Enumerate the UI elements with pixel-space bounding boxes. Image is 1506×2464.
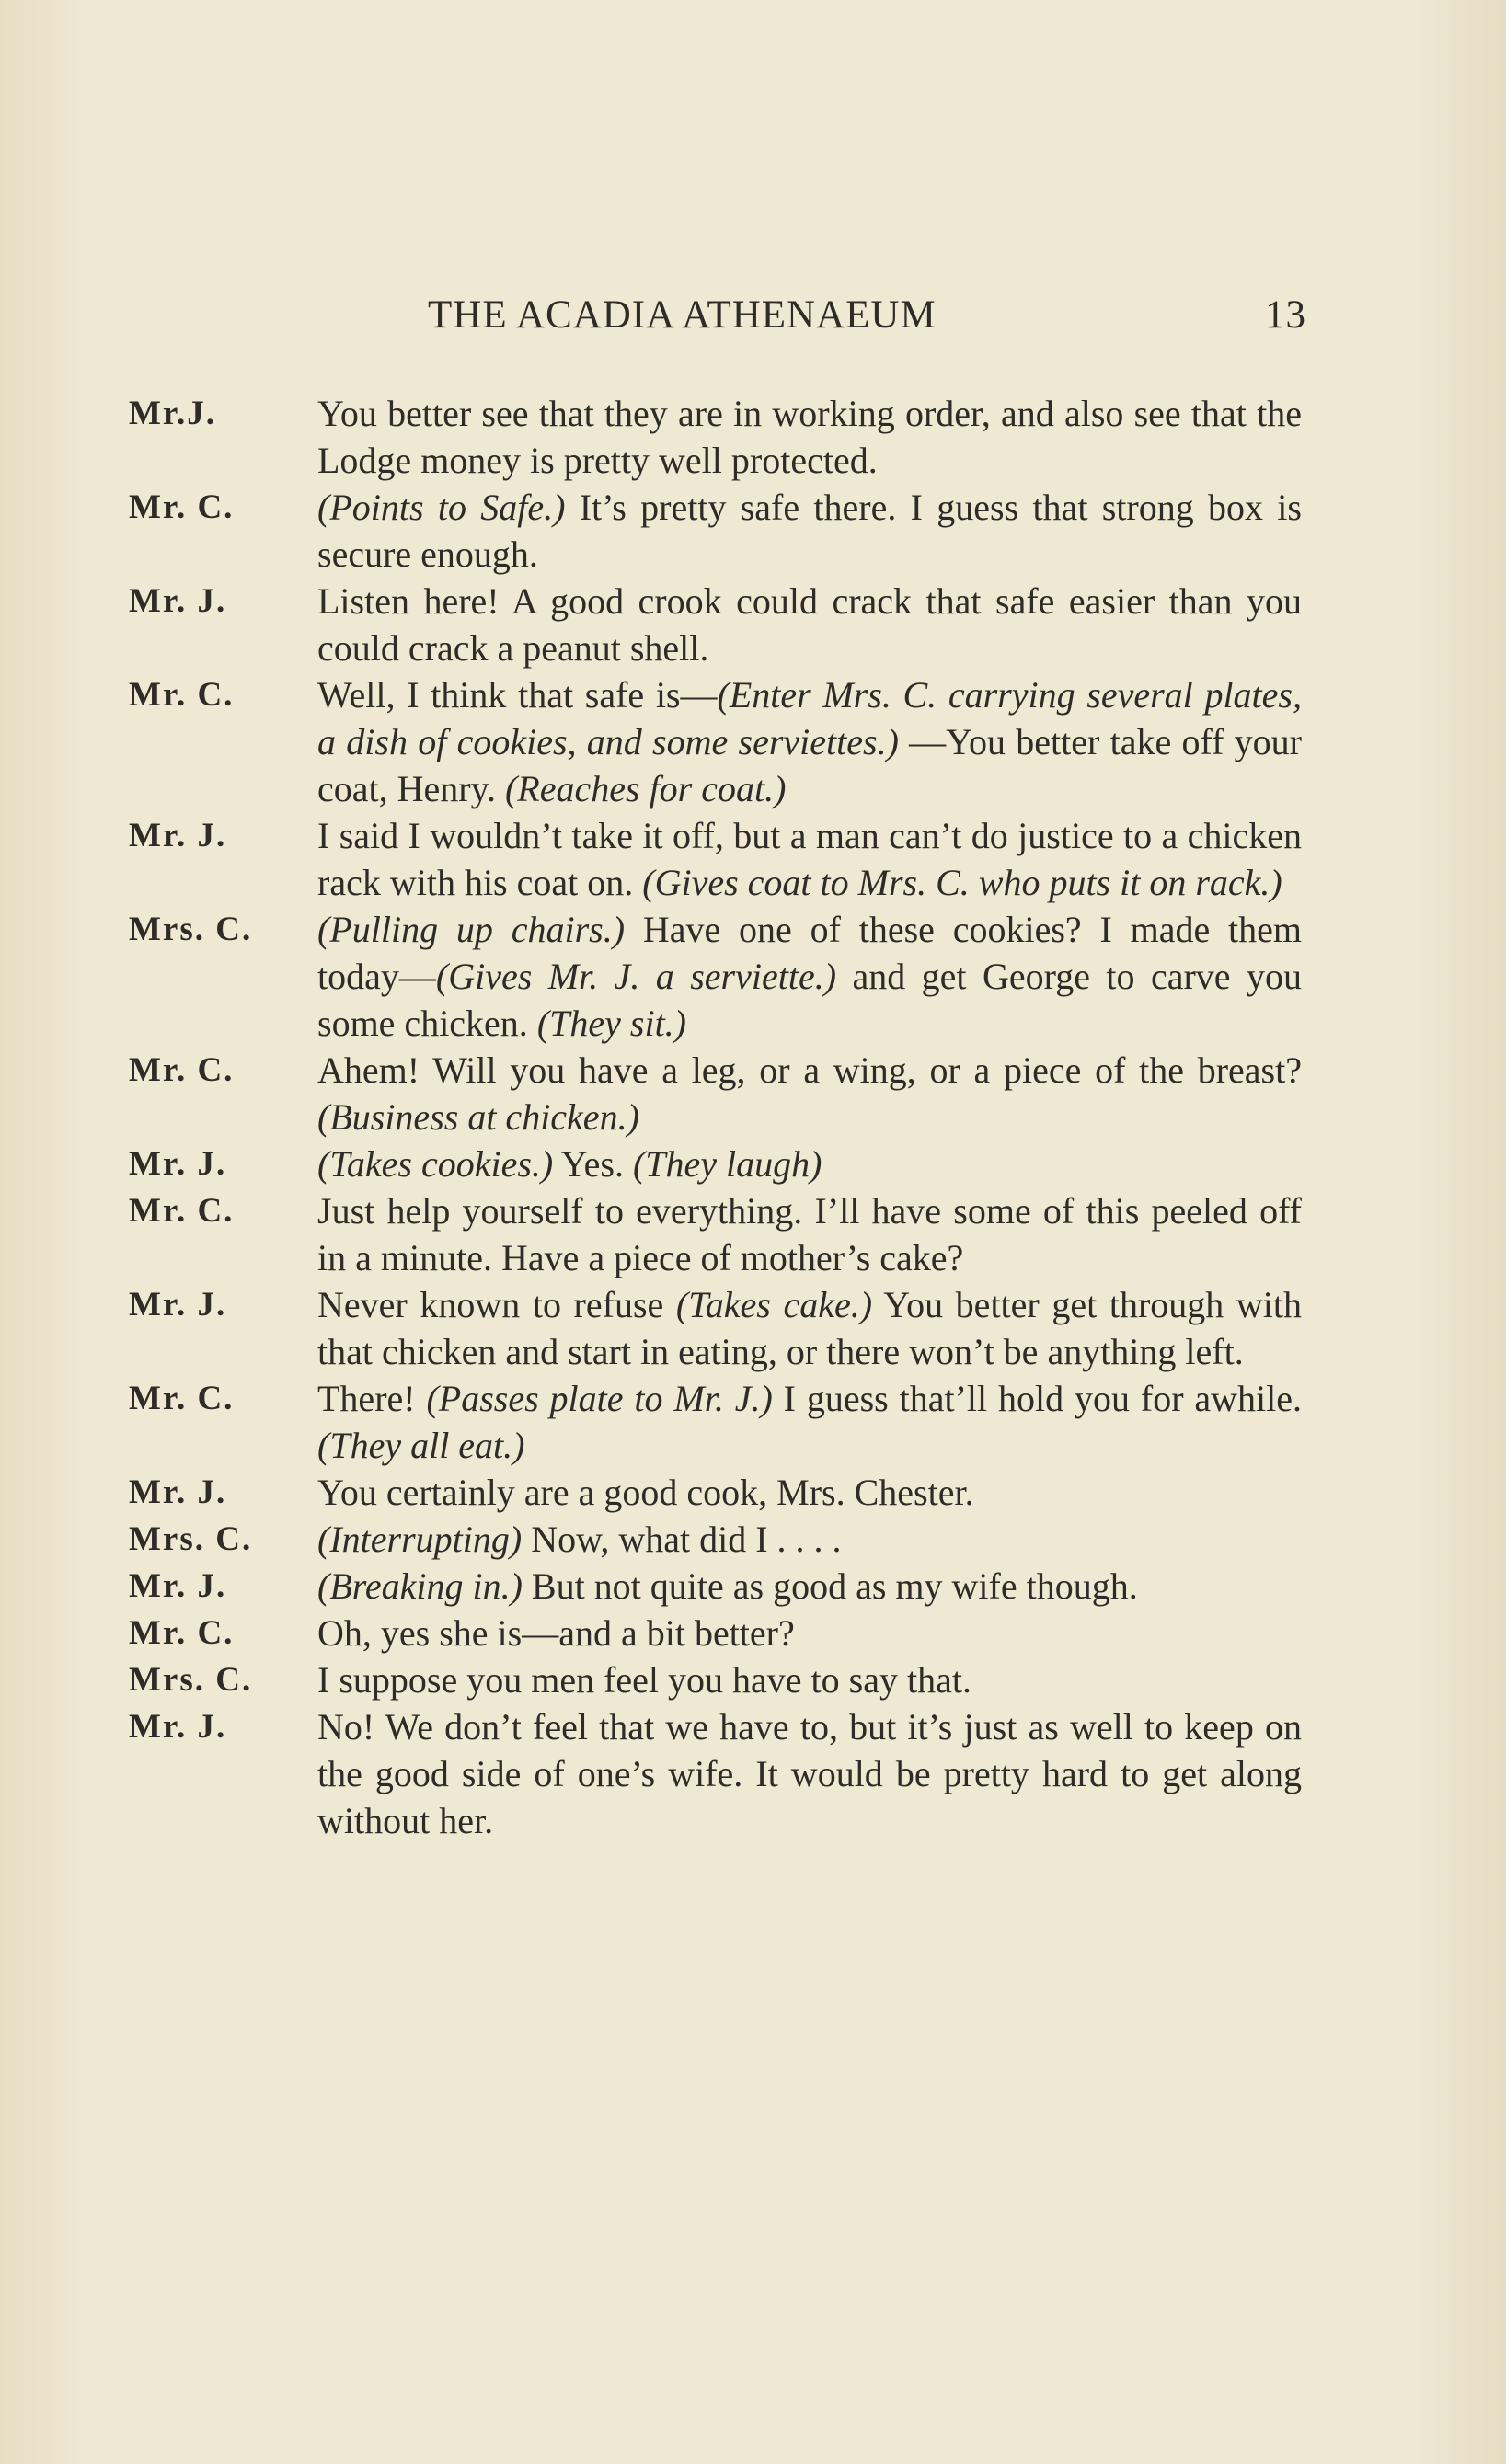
spoken-text: [317, 578, 1302, 671]
spoken-text: [317, 1703, 1302, 1844]
spoken-text: [317, 1610, 1302, 1656]
stage-direction: (Reaches for coat.): [504, 768, 787, 809]
dialogue-line: [129, 1187, 1306, 1281]
speaker-name: Mr. C.: [129, 488, 235, 526]
speaker-name: Mrs. C.: [129, 1520, 253, 1558]
speaker-name: Mr. C.: [129, 1051, 235, 1089]
stage-direction: (Interrupting): [317, 1519, 523, 1560]
speaker-name: Mr. C.: [129, 1614, 235, 1652]
speech-text: There!: [317, 1378, 427, 1419]
stage-direction: (Business at chicken.): [317, 1096, 639, 1138]
dialogue-line: [129, 812, 1306, 906]
speech-text: Just help yourself to everything. I’ll have some of this peeled off in a minute. Have a piece of mother’s cake?: [317, 1190, 1302, 1278]
dialogue-line: [129, 1047, 1306, 1140]
speaker-name: Mr. J.: [129, 1145, 227, 1183]
speech-text: Now, what did I . . . .: [522, 1519, 842, 1560]
dialogue-line: [129, 578, 1306, 671]
spoken-text: [317, 390, 1302, 484]
speech-text: I said I wouldn’t take it off, but a man can’t do justice to a chicken rack with his coat on.: [317, 815, 1302, 903]
journal-title: THE ACADIA ATHENAEUM: [428, 293, 937, 337]
spoken-text: [317, 812, 1302, 906]
stage-direction: (Breaking in.): [317, 1565, 523, 1607]
stage-direction: (Points to Safe.): [317, 487, 566, 528]
speech-text: Well, I think that safe is—: [317, 674, 718, 716]
speaker-name: Mr. C.: [129, 1380, 235, 1417]
speaker-name: Mrs. C.: [129, 1661, 253, 1699]
speech-text: But not quite as good as my wife though.: [522, 1565, 1138, 1607]
speech-text: I guess that’ll hold you for awhile.: [772, 1378, 1303, 1419]
dialogue-line: [129, 1703, 1306, 1844]
speech-text: —You better take off your coat, Henry.: [317, 721, 1302, 809]
dialogue-line: [129, 671, 1306, 812]
stage-direction: (Passes plate to Mr. J.): [426, 1378, 773, 1419]
speech-text: Never known to refuse: [317, 1284, 676, 1325]
dialogue-line: [129, 1281, 1306, 1375]
stage-direction: (They laugh): [632, 1143, 822, 1185]
spoken-text: [317, 671, 1302, 812]
speaker-name: Mr. J.: [129, 582, 227, 620]
speaker-name: Mr.J.: [129, 395, 216, 432]
speech-text: Yes.: [553, 1143, 633, 1185]
speech-text: You certainly are a good cook, Mrs. Chester.: [317, 1472, 974, 1513]
dialogue-line: [129, 1140, 1306, 1187]
spoken-text: [317, 1140, 1302, 1187]
speech-text: It’s pretty safe there. I guess that strong box is secure enough.: [317, 487, 1302, 575]
speech-text: Have one of these cookies? I made them today—: [317, 909, 1302, 997]
spoken-text: [317, 1187, 1302, 1281]
spoken-text: [317, 1469, 1302, 1516]
running-header: [428, 292, 1306, 348]
spoken-text: [317, 1563, 1302, 1610]
dialogue-line: [129, 1610, 1306, 1656]
speech-text: and get George to carve you some chicken.: [317, 956, 1302, 1044]
spoken-text: [317, 1047, 1302, 1140]
spoken-text: [317, 1656, 1302, 1703]
speech-text: Oh, yes she is—and a bit better?: [317, 1612, 795, 1654]
speech-text: Listen here! A good crook could crack that safe easier than you could crack a peanut shell.: [317, 580, 1302, 669]
speaker-name: Mr. J.: [129, 1286, 227, 1324]
stage-direction: (They all eat.): [317, 1425, 525, 1466]
spoken-text: [317, 906, 1302, 1047]
dialogue-line: [129, 906, 1306, 1047]
stage-direction: (Takes cookies.): [317, 1143, 554, 1185]
speaker-name: Mr. C.: [129, 676, 235, 714]
page-number: 13: [1265, 293, 1306, 337]
dialogue-line: [129, 1516, 1306, 1563]
spoken-text: [317, 484, 1302, 578]
dialogue-line: [129, 1563, 1306, 1610]
speech-text: You better get through with that chicken and start in eating, or there won’t be anything left.: [317, 1284, 1302, 1372]
speech-text: I suppose you men feel you have to say that.: [317, 1659, 971, 1701]
stage-direction: (Gives coat to Mrs. C. who puts it on rack.): [642, 862, 1282, 903]
spoken-text: [317, 1516, 1302, 1563]
speaker-name: Mr. J.: [129, 1567, 227, 1605]
speaker-name: Mr. J.: [129, 1708, 227, 1746]
speaker-name: Mr. J.: [129, 1473, 227, 1511]
speaker-name: Mr. J.: [129, 817, 227, 854]
dialogue-line: [129, 1375, 1306, 1469]
stage-direction: (Takes cake.): [675, 1284, 873, 1325]
dialogue-line: [129, 1656, 1306, 1703]
play-dialogue: [129, 390, 1306, 1844]
stage-direction: (Pulling up chairs.): [317, 909, 626, 950]
stage-direction: (They sit.): [536, 1003, 686, 1044]
spoken-text: [317, 1281, 1302, 1375]
stage-direction: (Enter Mrs. C. carrying several plates, a dish of cookies, and some serviettes.): [317, 674, 1302, 762]
spoken-text: [317, 1375, 1302, 1469]
speech-text: Ahem! Will you have a leg, or a wing, or a piece of the breast?: [317, 1049, 1302, 1091]
speech-text: No! We don’t feel that we have to, but it’s just as well to keep on the good side of one’s wife. It would be pretty hard to get along without her.: [317, 1706, 1302, 1841]
dialogue-line: [129, 1469, 1306, 1516]
speaker-name: Mrs. C.: [129, 911, 253, 948]
speech-text: You better see that they are in working order, and also see that the Lodge money is pretty well protected.: [317, 393, 1302, 481]
stage-direction: (Gives Mr. J. a serviette.): [435, 956, 837, 997]
dialogue-line: [129, 484, 1306, 578]
speaker-name: Mr. C.: [129, 1192, 235, 1230]
dialogue-line: [129, 390, 1306, 484]
